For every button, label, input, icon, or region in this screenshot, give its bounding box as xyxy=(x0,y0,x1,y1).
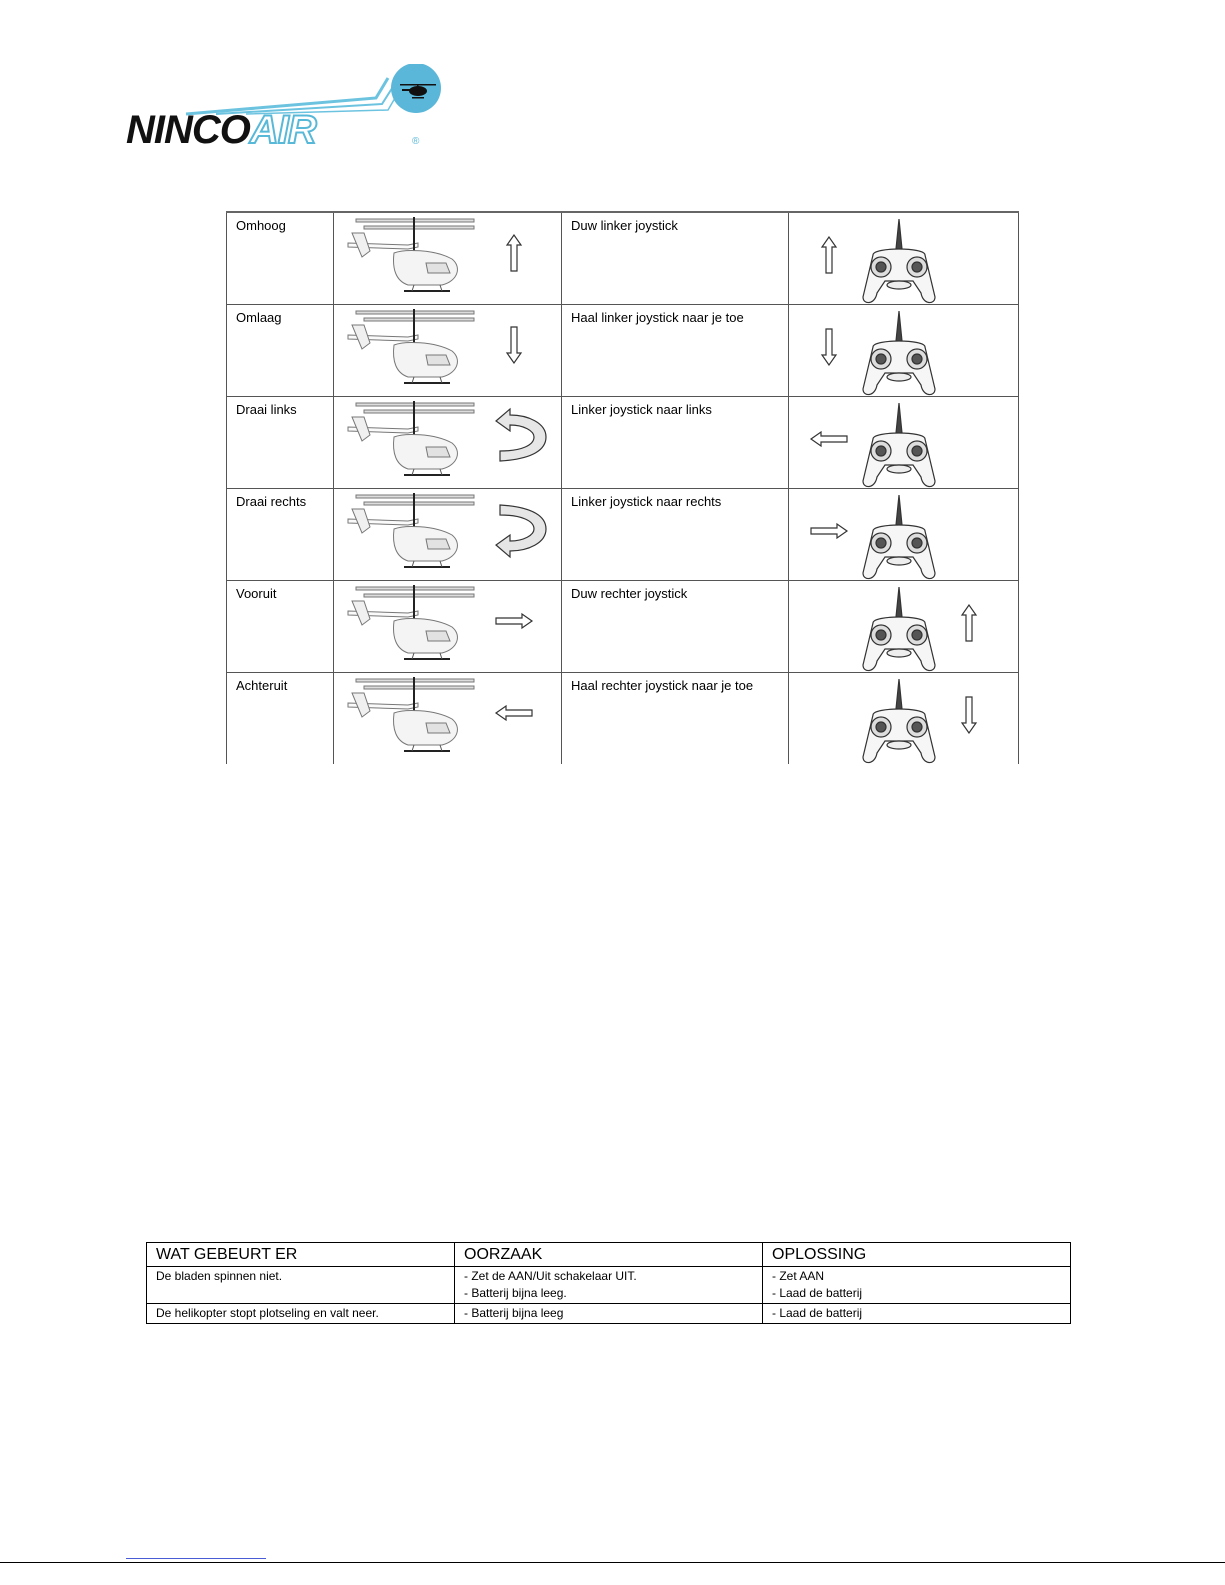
issue-cell: De bladen spinnen niet. xyxy=(147,1267,455,1304)
cause-cell xyxy=(455,1304,763,1324)
transmitter-illustration xyxy=(863,311,935,395)
header-solution: OPLOSSING xyxy=(763,1243,1071,1267)
transmitter-illustration xyxy=(863,403,935,487)
instruction-text: Haal rechter joystick naar je toe xyxy=(571,678,754,693)
arrow-left-icon xyxy=(811,432,847,446)
arrow-down-icon xyxy=(507,327,521,363)
transmitter-illustration xyxy=(863,587,935,671)
ninco-air-logo xyxy=(126,64,446,160)
cause-line: - Zet de AAN/Uit schakelaar UIT. xyxy=(464,1269,637,1283)
helicopter-cell xyxy=(334,397,562,489)
table-row xyxy=(147,1267,1071,1304)
cause-cell xyxy=(455,1267,763,1304)
arrow-left-icon xyxy=(496,706,532,720)
action-cell xyxy=(227,581,334,673)
footer-rule xyxy=(0,1562,1225,1563)
rotate-left-icon xyxy=(496,409,546,461)
logo-wordmark xyxy=(126,110,316,150)
helicopter-figure xyxy=(334,305,562,396)
instruction-cell xyxy=(562,305,789,397)
transmitter-cell xyxy=(789,581,1019,673)
helicopter-figure xyxy=(334,397,562,488)
helicopter-illustration xyxy=(348,585,474,659)
instruction-text: Haal linker joystick naar je toe xyxy=(571,310,744,325)
action-cell xyxy=(227,212,334,305)
transmitter-figure xyxy=(789,489,1019,580)
solution-line: - Laad de batterij xyxy=(772,1306,863,1320)
header-cause: OORZAAK xyxy=(455,1243,763,1267)
action-label: Omlaag xyxy=(236,310,282,325)
instruction-text: Duw linker joystick xyxy=(571,218,678,233)
solution-cell xyxy=(763,1304,1071,1324)
transmitter-cell xyxy=(789,397,1019,489)
solution-cell xyxy=(763,1267,1071,1304)
transmitter-cell xyxy=(789,489,1019,581)
helicopter-cell xyxy=(334,212,562,305)
instruction-cell xyxy=(562,489,789,581)
helicopter-illustration xyxy=(348,493,474,567)
registered-mark: ® xyxy=(412,136,420,147)
helicopter-illustration xyxy=(348,677,474,751)
helicopter-cell xyxy=(334,305,562,397)
instruction-cell xyxy=(562,212,789,305)
action-cell xyxy=(227,305,334,397)
transmitter-illustration xyxy=(863,219,935,303)
helicopter-figure xyxy=(334,581,562,672)
table-row xyxy=(227,581,1019,673)
transmitter-figure xyxy=(789,673,1019,764)
transmitter-figure xyxy=(789,213,1019,304)
instruction-cell xyxy=(562,581,789,673)
table-row xyxy=(227,397,1019,489)
arrow-right-icon xyxy=(496,614,532,628)
flight-controls-table xyxy=(226,211,1019,764)
action-label: Draai rechts xyxy=(236,494,307,509)
helicopter-figure xyxy=(334,673,562,764)
helicopter-cell xyxy=(334,489,562,581)
table-row xyxy=(227,489,1019,581)
logo-part-air: AIR xyxy=(249,108,316,152)
transmitter-cell xyxy=(789,305,1019,397)
helicopter-cell xyxy=(334,581,562,673)
instruction-text: Linker joystick naar rechts xyxy=(571,494,722,509)
transmitter-illustration xyxy=(863,495,935,579)
solution-line: - Laad de batterij xyxy=(772,1286,863,1300)
helicopter-cell xyxy=(334,673,562,765)
helicopter-figure xyxy=(334,489,562,580)
arrow-up-icon xyxy=(822,237,836,273)
transmitter-figure xyxy=(789,305,1019,396)
arrow-right-icon xyxy=(811,524,847,538)
cause-line: - Batterij bijna leeg. xyxy=(464,1286,567,1300)
action-label: Draai links xyxy=(236,402,297,417)
transmitter-illustration xyxy=(863,679,935,763)
transmitter-figure xyxy=(789,397,1019,488)
transmitter-cell xyxy=(789,673,1019,765)
action-cell xyxy=(227,489,334,581)
action-label: Achteruit xyxy=(236,678,288,693)
troubleshooting-table xyxy=(146,1242,1071,1324)
helicopter-illustration xyxy=(348,401,474,475)
table-row xyxy=(227,673,1019,765)
instruction-cell xyxy=(562,397,789,489)
arrow-up-icon xyxy=(507,235,521,271)
header-issue: WAT GEBEURT ER xyxy=(147,1243,455,1267)
table-row xyxy=(227,305,1019,397)
arrow-up-icon xyxy=(962,605,976,641)
footer-link-underline xyxy=(126,1558,266,1559)
instruction-text: Duw rechter joystick xyxy=(571,586,688,601)
table-row xyxy=(227,212,1019,305)
helicopter-illustration xyxy=(348,217,474,291)
solution-line: - Zet AAN xyxy=(772,1269,825,1283)
logo-part-ninco: NINCO xyxy=(126,108,250,152)
action-label: Omhoog xyxy=(236,218,286,233)
cause-line: - Batterij bijna leeg xyxy=(464,1306,564,1320)
transmitter-cell xyxy=(789,212,1019,305)
instruction-cell xyxy=(562,673,789,765)
action-cell xyxy=(227,673,334,765)
arrow-down-icon xyxy=(822,329,836,365)
instruction-text: Linker joystick naar links xyxy=(571,402,712,417)
issue-cell: De helikopter stopt plotseling en valt neer. xyxy=(147,1304,455,1324)
action-label: Vooruit xyxy=(236,586,277,601)
action-cell xyxy=(227,397,334,489)
table-row xyxy=(147,1304,1071,1324)
troubleshooting-header-row xyxy=(147,1243,1071,1267)
helicopter-illustration xyxy=(348,309,474,383)
rotate-right-icon xyxy=(496,505,546,557)
arrow-down-icon xyxy=(962,697,976,733)
helicopter-figure xyxy=(334,213,562,304)
transmitter-figure xyxy=(789,581,1019,672)
